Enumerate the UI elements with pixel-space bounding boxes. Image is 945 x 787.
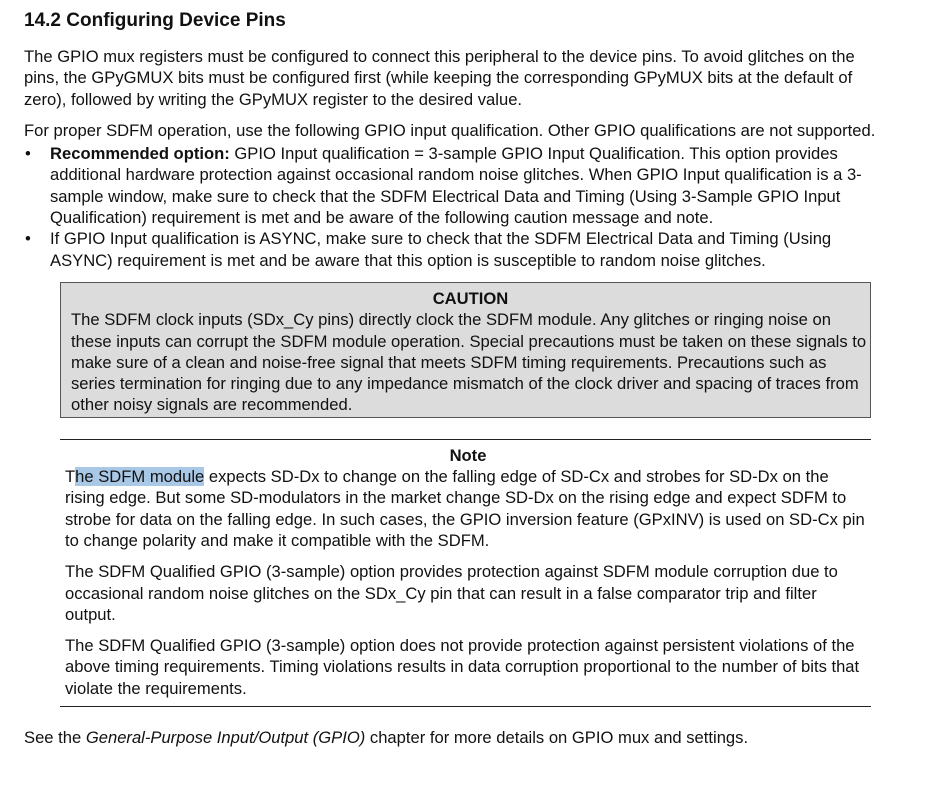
intro-paragraph-2: For proper SDFM operation, use the following GPIO input qualification. Other GPIO qualifications are not supported. xyxy=(24,120,876,140)
recommended-option-text: GPIO Input qualification = 3-sample GPIO Input Qualification. This option provides additional hardware protection against occasional random noise glitches. When GPIO Input qualification is a 3-sample window, make sure to check that the SDFM Electrical Data and Timing (Using 3-Sample GPIO Input Qualification) requirement is met and be aware of the following caution message and note. xyxy=(50,144,862,228)
note-paragraph-2: The SDFM Qualified GPIO (3-sample) option provides protection against SDFM module corruption due to occasional random noise glitches on the SDx_Cy pin that can result in a false comparator trip and filter output. xyxy=(65,562,838,624)
note-paragraph-1-rest: expects SD-Dx to change on the falling edge of SD-Cx and strobes for SD-Dx on the rising edge. But some SD-modulators in the market change SD-Dx on the rising edge and expect SDFM to strobe for data on the falling edge. In such cases, the GPIO inversion feature (GPxINV) is used on SD-Cx pin to change polarity and make it compatible with the SDFM. xyxy=(65,467,865,550)
note-title: Note xyxy=(449,445,487,465)
recommended-option-label: Recommended option: xyxy=(50,144,230,164)
section-title: 14.2 Configuring Device Pins xyxy=(24,10,286,31)
note-box xyxy=(60,439,871,707)
caution-box xyxy=(60,282,871,418)
caution-title: CAUTION xyxy=(432,288,509,308)
list-item-async-option xyxy=(24,228,892,271)
selected-text-highlight[interactable]: he SDFM module xyxy=(75,467,205,487)
see-also-suffix: chapter for more details on GPIO mux and settings. xyxy=(365,728,749,748)
list-item-recommended-option xyxy=(24,143,892,228)
document-page xyxy=(24,9,892,748)
see-also-paragraph xyxy=(24,727,892,748)
async-option-text: If GPIO Input qualification is ASYNC, make sure to check that the SDFM Electrical Data and Timing (Using ASYNC) requirement is met and be aware that this option is susceptible to random noise glitches. xyxy=(50,229,832,270)
qualification-options-list xyxy=(24,143,892,271)
caution-text: The SDFM clock inputs (SDx_Cy pins) directly clock the SDFM module. Any glitches or ringing noise on these inputs can corrupt the SDFM module operation. Special precautions must be taken on these signals to make sure of a clean and noise-free signal that meets SDFM timing requirements. Precautions such as series termination for ringing due to any impedance mismatch of the clock driver and spacing of traces from other noisy signals are recommended. xyxy=(71,310,867,415)
gpio-chapter-reference: General-Purpose Input/Output (GPIO) xyxy=(85,728,366,748)
note-paragraph-3: The SDFM Qualified GPIO (3-sample) option does not provide protection against persistent violations of the above timing requirements. Timing violations results in data corruption proportional to the number of bits that violate the requirements. xyxy=(65,636,860,698)
bullet-marker: • xyxy=(25,144,31,164)
intro-paragraph-1: The GPIO mux registers must be configured to connect this peripheral to the device pins. To avoid glitches on the pins, the GPyGMUX bits must be configured first (while keeping the corresponding GPyMUX bits at the default of zero), followed by writing the GPyMUX register to the desired value. xyxy=(24,47,855,109)
note-paragraph-1 xyxy=(65,466,871,551)
see-also-prefix: See the xyxy=(24,728,86,748)
note-paragraph-1-prefix: T xyxy=(65,467,76,487)
bullet-marker: • xyxy=(25,229,31,249)
